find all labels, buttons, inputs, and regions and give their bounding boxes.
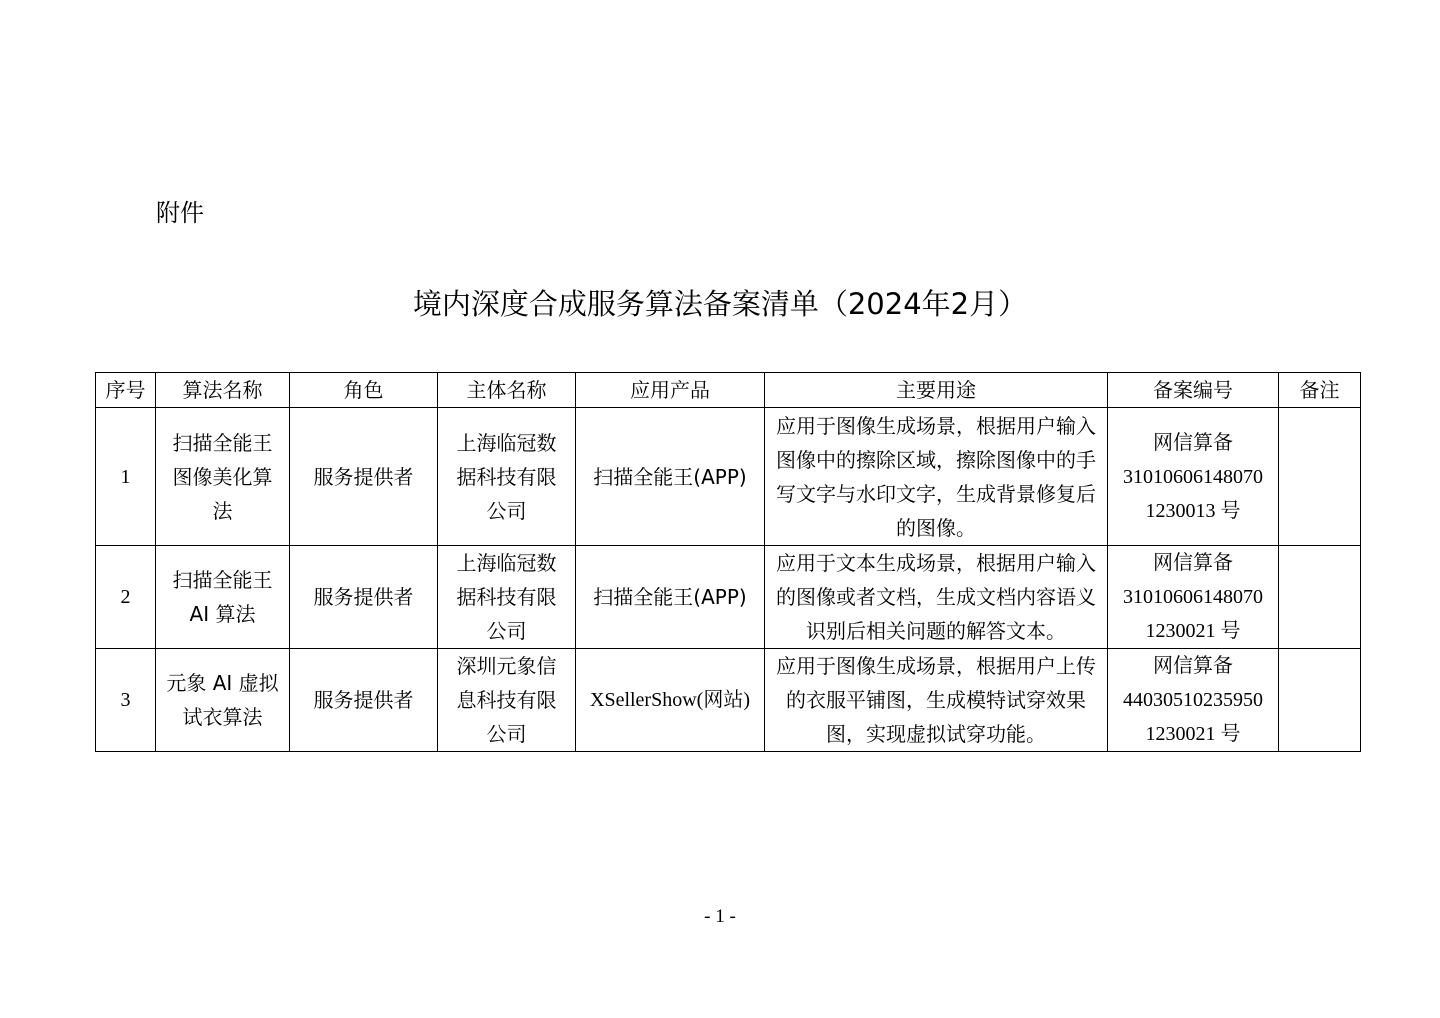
table-header-row bbox=[96, 373, 1361, 408]
cell-remark bbox=[1279, 649, 1361, 752]
cell-product: 扫描全能王(APP) bbox=[576, 408, 765, 546]
header-usage: 主要用途 bbox=[765, 373, 1108, 408]
page-number: - 1 - bbox=[704, 906, 736, 927]
cell-role: 服务提供者 bbox=[290, 546, 438, 649]
cell-name: 扫描全能王 图像美化算 法 bbox=[156, 408, 290, 546]
cell-no: 1 bbox=[96, 408, 156, 546]
cell-product: 扫描全能王(APP) bbox=[576, 546, 765, 649]
table-row bbox=[96, 546, 1361, 649]
attachment-label: 附件 bbox=[156, 199, 204, 227]
cell-remark bbox=[1279, 408, 1361, 546]
header-filing: 备案编号 bbox=[1108, 373, 1279, 408]
table-row bbox=[96, 408, 1361, 546]
header-remark: 备注 bbox=[1279, 373, 1361, 408]
document-title: 境内深度合成服务算法备案清单（2024年2月） bbox=[412, 287, 1028, 321]
cell-no: 3 bbox=[96, 649, 156, 752]
header-no: 序号 bbox=[96, 373, 156, 408]
cell-role: 服务提供者 bbox=[290, 649, 438, 752]
cell-remark bbox=[1279, 546, 1361, 649]
cell-role: 服务提供者 bbox=[290, 408, 438, 546]
cell-entity: 上海临冠数 据科技有限 公司 bbox=[438, 546, 576, 649]
header-entity: 主体名称 bbox=[438, 373, 576, 408]
header-product: 应用产品 bbox=[576, 373, 765, 408]
cell-name: 扫描全能王 AI 算法 bbox=[156, 546, 290, 649]
cell-name: 元象 AI 虚拟 试衣算法 bbox=[156, 649, 290, 752]
header-name: 算法名称 bbox=[156, 373, 290, 408]
cell-filing: 网信算备 31010606148070 1230021 号 bbox=[1108, 546, 1279, 649]
table-row bbox=[96, 649, 1361, 752]
cell-usage: 应用于图像生成场景，根据用户输入 图像中的擦除区域，擦除图像中的手 写文字与水印文字，生成背景修复后 的图像。 bbox=[765, 408, 1108, 546]
header-role: 角色 bbox=[290, 373, 438, 408]
cell-no: 2 bbox=[96, 546, 156, 649]
cell-usage: 应用于文本生成场景，根据用户输入 的图像或者文档，生成文档内容语义 识别后相关问题的解答文本。 bbox=[765, 546, 1108, 649]
cell-usage: 应用于图像生成场景，根据用户上传 的衣服平铺图，生成模特试穿效果 图，实现虚拟试穿功能。 bbox=[765, 649, 1108, 752]
filing-table bbox=[95, 372, 1361, 752]
cell-entity: 深圳元象信 息科技有限 公司 bbox=[438, 649, 576, 752]
cell-filing: 网信算备 44030510235950 1230021 号 bbox=[1108, 649, 1279, 752]
cell-entity: 上海临冠数 据科技有限 公司 bbox=[438, 408, 576, 546]
cell-filing: 网信算备 31010606148070 1230013 号 bbox=[1108, 408, 1279, 546]
cell-product: XSellerShow(网站) bbox=[576, 649, 765, 752]
